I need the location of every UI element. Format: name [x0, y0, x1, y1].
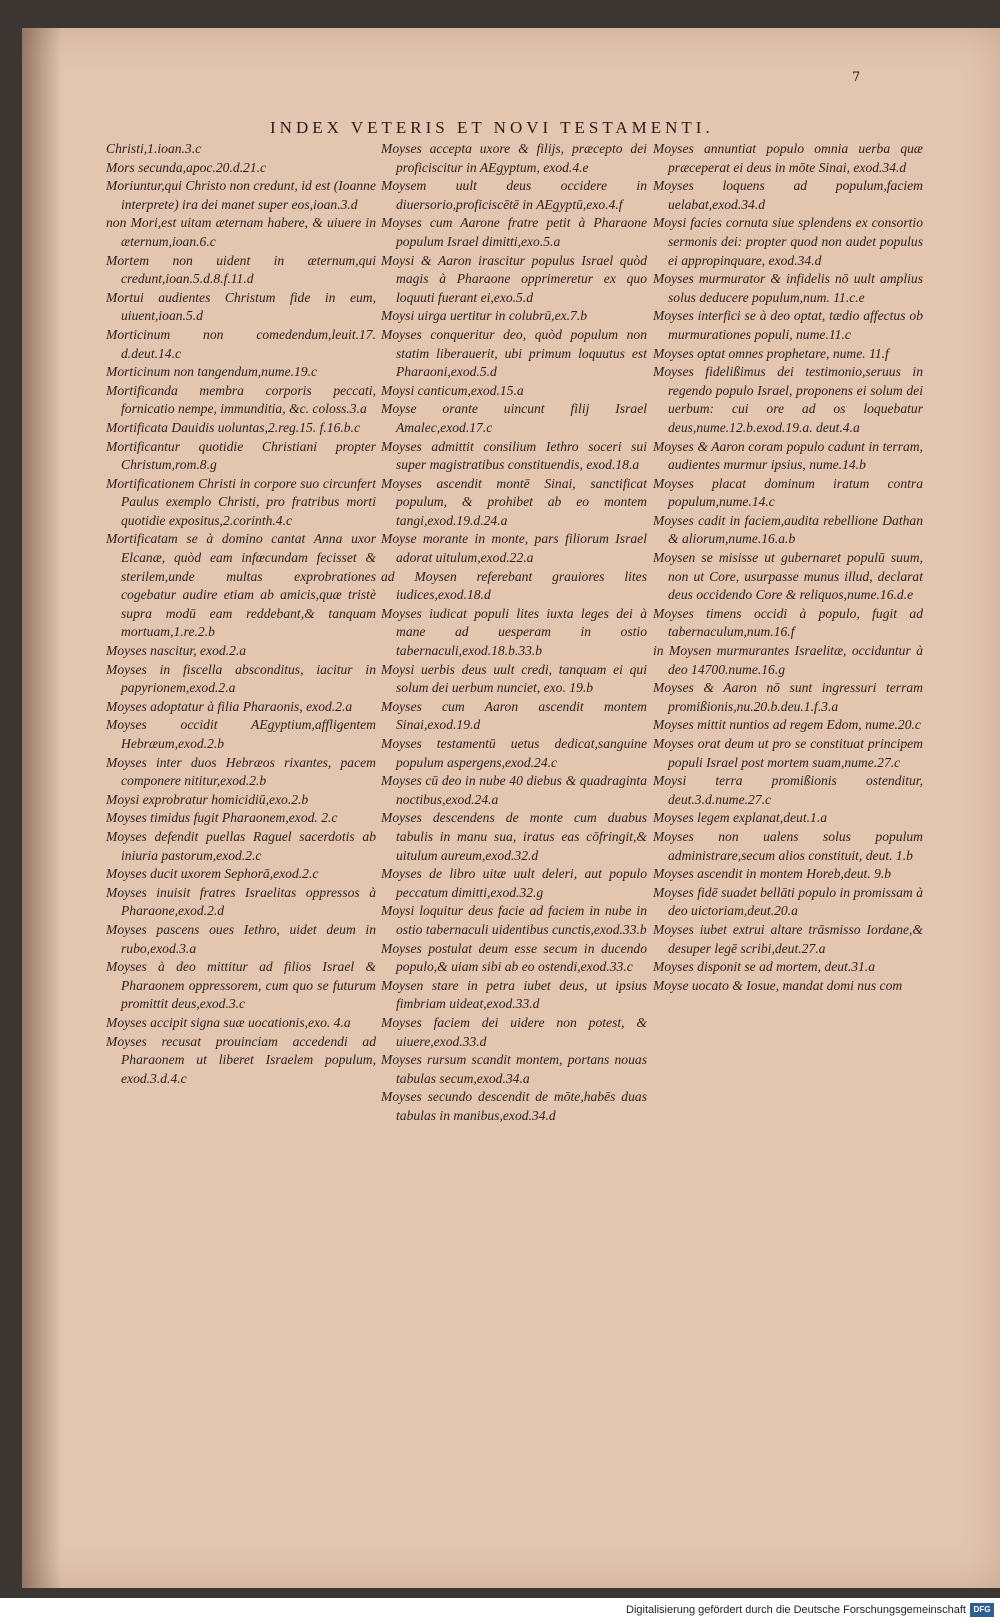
index-entry: Moyses cadit in faciem,audita rebellione Dathan & aliorum,nume.16.a.b [653, 512, 923, 547]
index-entry: Moysi loquitur deus facie ad faciem in nube in ostio tabernaculi uidentibus cunctis,exod.33.b [381, 903, 647, 937]
index-entry: Moysi canticum,exod.15.a [381, 382, 524, 398]
index-entry: Moyses & Aaron nō sunt ingressuri terram promißionis,nu.20.b.deu.1.f.3.a [653, 680, 923, 714]
index-entry: Moyse morante in monte, pars filiorum Israel adorat uitulum,exod.22.a [381, 531, 647, 566]
index-entry: Mortem non uident in æternum,qui credunt,ioan.5.d.8.f.11.d [106, 252, 376, 287]
index-entry: Moyses annuntiat populo omnia uerba quæ præceperat ei deus in mōte Sinai, exod.34.d [653, 141, 923, 175]
index-entry: Mortificantur quotidie Christiani propter Christum,rom.8.g [106, 438, 376, 473]
index-entry: Moyses ascendit montē Sinai, sanctificat populum, & prohibet ab eo montem tangi,exod.19.d.24.a [381, 475, 647, 528]
index-entry: in Moysen murmurantes Israelitæ, occiduntur à deo 14700.nume.16.g [653, 643, 923, 677]
index-entry: Moyses legem explanat,deut.1.a [653, 810, 828, 826]
index-entry: Moyses postulat deum esse secum in ducendo populo,& uiam sibi ab eo ostendi,exod.33.c [381, 940, 647, 975]
index-entry: Moyses defendit puellas Raguel sacerdotis ab iniuria pastorum,exod.2.c [106, 828, 376, 863]
index-column-3 [653, 140, 923, 1480]
index-entry: Moyses in fiscella absconditus, iacitur in papyrionem,exod.2.a [106, 661, 376, 696]
index-entry: Moyses rursum scandit montem, portans nouas tabulas secum,exod.34.a [381, 1052, 647, 1086]
index-entry: Christi,1.ioan.3.c [106, 141, 202, 156]
index-entry: Moysen se misisse ut gubernaret populū suum, non ut Core, usurpasse munus illud, declarat deus occidendo Core & reliquos,nume.16.d.e [653, 550, 923, 603]
index-entry: Moyses fidelißimus dei testimonio,seruus in regendo populo Israel, proponens ei solum dei uerbum: cui ore ad os loquebatur deus,nume.12.b.exod.19.a. deut.4.a [653, 364, 923, 435]
index-entry: Moyses disponit se ad mortem, deut.31.a [653, 959, 876, 975]
index-entry: Moyses cum Aarone fratre petit à Pharaone populum Israel dimitti,exo.5.a [381, 215, 647, 249]
index-entry: Moyses descendens de monte cum duabus tabulis in manu sua, iratus eas cōfringit,& uitulum aureum,exod.32.d [381, 810, 647, 863]
index-entry: Moyses adoptatur à filia Pharaonis, exod.2.a [106, 698, 353, 714]
index-entry: Moyses optat omnes prophetare, nume. 11.f [653, 345, 889, 361]
index-entry: Moyses iubet extrui altare trāsmisso Iordane,& desuper legē scribi,deut.27.a [653, 921, 923, 956]
index-entry: Moyses pascens oues Iethro, uidet deum in rubo,exod.3.a [106, 921, 376, 956]
index-entry: Moysi uirga uertitur in colubrū,ex.7.b [381, 308, 588, 324]
index-entry: Moysi exprobratur homicidiū,exo.2.b [106, 791, 309, 807]
index-entry: Moyses interfici se à deo optat, tædio affectus ob murmurationes populi, nume.11.c [653, 308, 923, 342]
index-entry: Moyse orante uincunt filij Israel Amalec,exod.17.c [381, 401, 647, 435]
dfg-logo: DFG [970, 1603, 994, 1617]
index-entry: Moyses occidit AEgyptium,affligentem Hebræum,exod.2.b [106, 717, 376, 751]
index-entry: Mortui audientes Christum fide in eum, uiuent,ioan.5.d [106, 289, 376, 324]
index-entry: Moyses admittit consilium Iethro soceri sui super magistratibus constituendis, exod.18.a [381, 438, 647, 473]
index-entry: Moyses accepta uxore & filijs, præcepto dei proficiscitur in AEgyptum, exod.4.e [381, 141, 647, 175]
index-entry: Moyses murmurator & infidelis nō uult amplius solus deducere populum,num. 11.c.e [653, 271, 923, 305]
index-entry: Moyses inuisit fratres Israelitas oppressos à Pharaone,exod.2.d [106, 884, 376, 919]
index-entry: Moyses à deo mittitur ad filios Israel & Pharaonem oppressorem, cum quo se futurum promittit deus,exod.3.c [106, 959, 376, 1012]
index-entry: Moysi facies cornuta siue splendens ex consortio sermonis dei: propter quod non audet populus ei appropinquare, exod.34.d [653, 215, 923, 268]
index-entry: Moyses cū deo in nube 40 diebus & quadraginta noctibus,exod.24.a [381, 773, 647, 807]
index-entry: Moyses orat deum ut pro se constituat principem populi Israel post mortem suam,nume.27.c [653, 736, 923, 770]
index-entry: Moyses placat dominum iratum contra populum,nume.14.c [653, 475, 923, 510]
index-column-1 [106, 140, 376, 1480]
index-entry: Moysi uerbis deus uult credi, tanquam ei qui solum dei uerbum nunciet, exo. 19.b [381, 661, 647, 696]
index-column-2 [381, 140, 647, 1480]
gutter-shadow [22, 28, 62, 1588]
index-entry: Moysi terra promißionis ostenditur, deut.3.d.nume.27.c [653, 773, 923, 807]
index-entry: Moysi & Aaron irascitur populus Israel quòd magis à Pharaone opprimeretur ex quo loquuti fuerant ei,exo.5.d [381, 252, 647, 305]
index-entry: Moysem uult deus occidere in diuersorio,proficiscētē in AEgyptū,exo.4.f [381, 178, 647, 212]
index-entry: Moyses de libro uitæ uult deleri, aut populo peccatum dimitti,exod.32.g [381, 866, 647, 900]
index-entry: Moyses loquens ad populum,faciem uelabat,exod.34.d [653, 178, 923, 212]
index-entry: Moriuntur,qui Christo non credunt, id est (Ioanne interprete) ira dei manet super eos,ioan.3.d [106, 178, 376, 212]
index-entry: Morticinum non comedendum,leuit.17. d.deut.14.c [106, 326, 376, 361]
index-entry: Mors secunda,apoc.20.d.21.c [106, 159, 267, 175]
index-entry: Morticinum non tangendum,nume.19.c [106, 364, 318, 380]
index-entry: Moyses iudicat populi lites iuxta leges dei à mane ad uesperam in ostio tabernaculi,exod.18.b.33.b [381, 605, 647, 659]
index-entry: Moyses ducit uxorem Sephorā,exod.2.c [106, 866, 319, 882]
index-entry: Moyses cum Aaron ascendit montem Sinai,exod.19.d [381, 698, 647, 733]
index-entry: Moyses conqueritur deo, quòd populum non statim liberauerit, ubi primum loquutus est Pharaoni,exod.5.d [381, 326, 647, 380]
index-entry: Moyse uocato & Iosue, mandat domi nus com [653, 977, 903, 993]
index-entry: Moyses accipit signa suæ uocationis,exo. 4.a [106, 1014, 351, 1030]
index-entry: non Mori,est uitam æternam habere, & uiuere in æternum,ioan.6.c [106, 215, 376, 249]
index-entry: Mortificationem Christi in corpore suo circunfert Paulus exemplo Christi, pro fratribus morti quotidie expositus,2.corinth.4.c [106, 475, 376, 528]
index-entry: Mortificata Dauidis uoluntas,2.reg.15. f.16.b.c [106, 419, 360, 435]
page-number: 7 [852, 70, 861, 85]
index-entry: Moyses ascendit in montem Horeb,deut. 9.b [653, 866, 892, 882]
index-entry: Moyses nascitur, exod.2.a [106, 643, 247, 659]
index-entry: Moysen stare in petra iubet deus, ut ipsius fimbriam uideat,exod.33.d [381, 977, 647, 1012]
index-entry: Moyses & Aaron coram populo cadunt in terram, audientes murmur ipsius, nume.14.b [653, 438, 923, 473]
index-entry: Mortificanda membra corporis peccati, fornicatio nempe, immunditia, &c. coloss.3.a [106, 382, 376, 417]
index-entry: Moyses fidē suadet bellāti populo in promissam à deo uictoriam,deut.20.a [653, 884, 923, 919]
index-entry: Moyses recusat prouinciam accedendi ad Pharaonem ut liberet Israelem populum, exod.3.d.4.c [106, 1033, 376, 1086]
funding-notice: Digitalisierung gefördert durch die Deutsche Forschungsgemeinschaft [626, 1604, 966, 1616]
index-entry: Moyses non ualens solus populum administrare,secum alios constituit, deut. 1.b [653, 828, 923, 863]
index-entry: ad Moysen referebant grauiores lites iudices,exod.18.d [381, 568, 647, 603]
index-entry: Moyses timens occidi à populo, fugit ad tabernaculum,num.16.f [653, 605, 923, 640]
index-entry: Moyses secundo descendit de mōte,habēs duas tabulas in manibus,exod.34.d [381, 1089, 647, 1123]
index-entry: Mortificatam se à domino cantat Anna uxor Elcanæ, quòd eam infœcundam fecisset & sterilem,unde multas exprobrationes cogebatur audire etiam ab amicis,quæ tristè supra modū eam reddebant,& tanquam mortuam,1.re.2.b [106, 531, 376, 640]
index-entry: Moyses inter duos Hebræos rixantes, pacem componere nititur,exod.2.b [106, 754, 376, 789]
index-entry: Moyses testamentū uetus dedicat,sanguine populum aspergens,exod.24.c [381, 736, 647, 770]
index-entry: Moyses timidus fugit Pharaonem,exod. 2.c [106, 810, 338, 826]
index-entry: Moyses mittit nuntios ad regem Edom, nume.20.c [653, 717, 921, 733]
index-entry: Moyses faciem dei uidere non potest, & uiuere,exod.33.d [381, 1014, 647, 1049]
running-header: INDEX VETERIS ET NOVI TESTAMENTI. [270, 118, 714, 137]
